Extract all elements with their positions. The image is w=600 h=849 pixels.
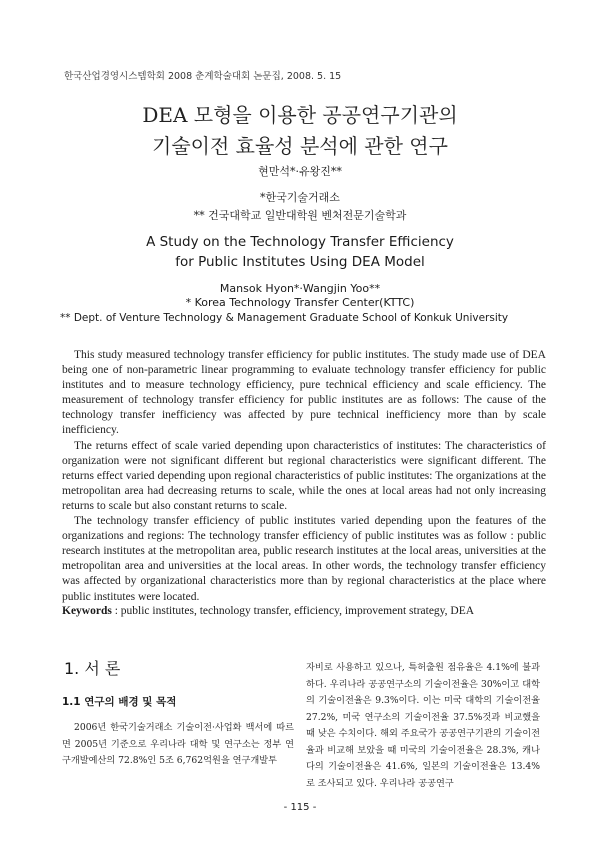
title-en-line-1: A Study on the Technology Transfer Efficiency	[146, 234, 454, 250]
title-ko-line-2: 기술이전 효율성 분석에 관한 연구	[152, 134, 448, 158]
body-column-left	[62, 720, 294, 770]
page-number: - 115 -	[283, 802, 317, 813]
abstract-paragraph-2: The returns effect of scale varied depending upon characteristics of institutes: The characteristics of organization were not significant different but regional characteristics were significant different. The returns effect varied depending upon regional characteristics of public institutes: The organizations at the metropolitan area had decreasing returns to scale, while the ones at local areas had not only increasing returns to scale but also constant returns to scale.	[62, 439, 546, 512]
keywords-label: Keywords	[62, 605, 112, 617]
abstract	[62, 348, 546, 605]
affiliation-ko-1: *한국기술거래소	[260, 191, 340, 204]
body-column-right	[306, 660, 540, 792]
abstract-paragraph-3: The technology transfer efficiency of public institutes varied depending upon the features of the organizations and regions: The technology transfer efficiency of public institutes was as follow : public research institutes at the metropolitan area, public research institutes at the local areas, universities at the metropolitan area and universities at the local areas. In other words, the technology transfer efficiency was affected by organizational characteristics more than by regional characteristics at the place where public institutes were located.	[62, 515, 546, 603]
keywords	[62, 604, 546, 619]
paper-title-korean	[0, 100, 600, 162]
affiliation-en-2: ** Dept. of Venture Technology & Management Graduate School of Konkuk University	[60, 312, 509, 324]
affiliation-en-1: * Korea Technology Transfer Center(KTTC)	[185, 296, 415, 309]
subsection-heading: 1.1 연구의 배경 및 목적	[62, 696, 177, 708]
abstract-paragraph-1: This study measured technology transfer efficiency for public institutes. The study made use of DEA being one of non-parametric linear programming to evaluate technology transfer efficiency for public institutes and to measure technology efficiency, pure technical efficiency and scale efficiency. The measurement of technology transfer efficiency for public institutes are as follows: The cause of the technology transfer inefficiency was affected by pure technical inefficiency more than by scale inefficiency.	[62, 349, 546, 437]
body-right-paragraph: 자비로 사용하고 있으나, 특허출원 점유율은 4.1%에 불과하다. 우리나라 공공연구소의 기술이전율은 30%이고 대학의 기술이전율은 9.3%이다. 이는 미국 대학의 기술이전율 27.2%, 미국 연구소의 기술이전율 37.5%것과 비교했을 때 낮은 수치이다. 해외 주요국가 공공연구기관의 기술이전율과 비교해 보았을 때 미국의 기술이전율은 28.3%, 캐나다의 기술이전율은 41.6%, 일본의 기술이전율은 13.4%로 조사되고 있다. 우리나라 공공연구	[306, 662, 540, 789]
keywords-text: : public institutes, technology transfer, efficiency, improvement strategy, DEA	[111, 605, 475, 617]
affiliation-ko-2: ** 건국대학교 일반대학원 벤처전문기술학과	[193, 209, 407, 222]
authors-english: Mansok Hyon*·Wangjin Yoo**	[219, 282, 381, 295]
authors-korean: 현만석*·유왕진**	[258, 165, 342, 178]
paper-title-english	[0, 232, 600, 272]
body-left-paragraph: 2006년 한국기술거래소 기술이전·사업화 백서에 따르면 2005년 기준으로 우리나라 대학 및 연구소는 정부 연구개발예산의 72.8%인 5조 6,762억원을 연구개발투	[62, 722, 294, 766]
proceedings-header: 한국산업경영시스템학회 2008 춘계학술대회 논문집, 2008. 5. 15	[64, 71, 342, 82]
title-ko-line-1: DEA 모형을 이용한 공공연구기관의	[142, 103, 458, 127]
title-en-line-2: for Public Institutes Using DEA Model	[175, 254, 425, 270]
section-heading: 1. 서 론	[64, 659, 121, 678]
